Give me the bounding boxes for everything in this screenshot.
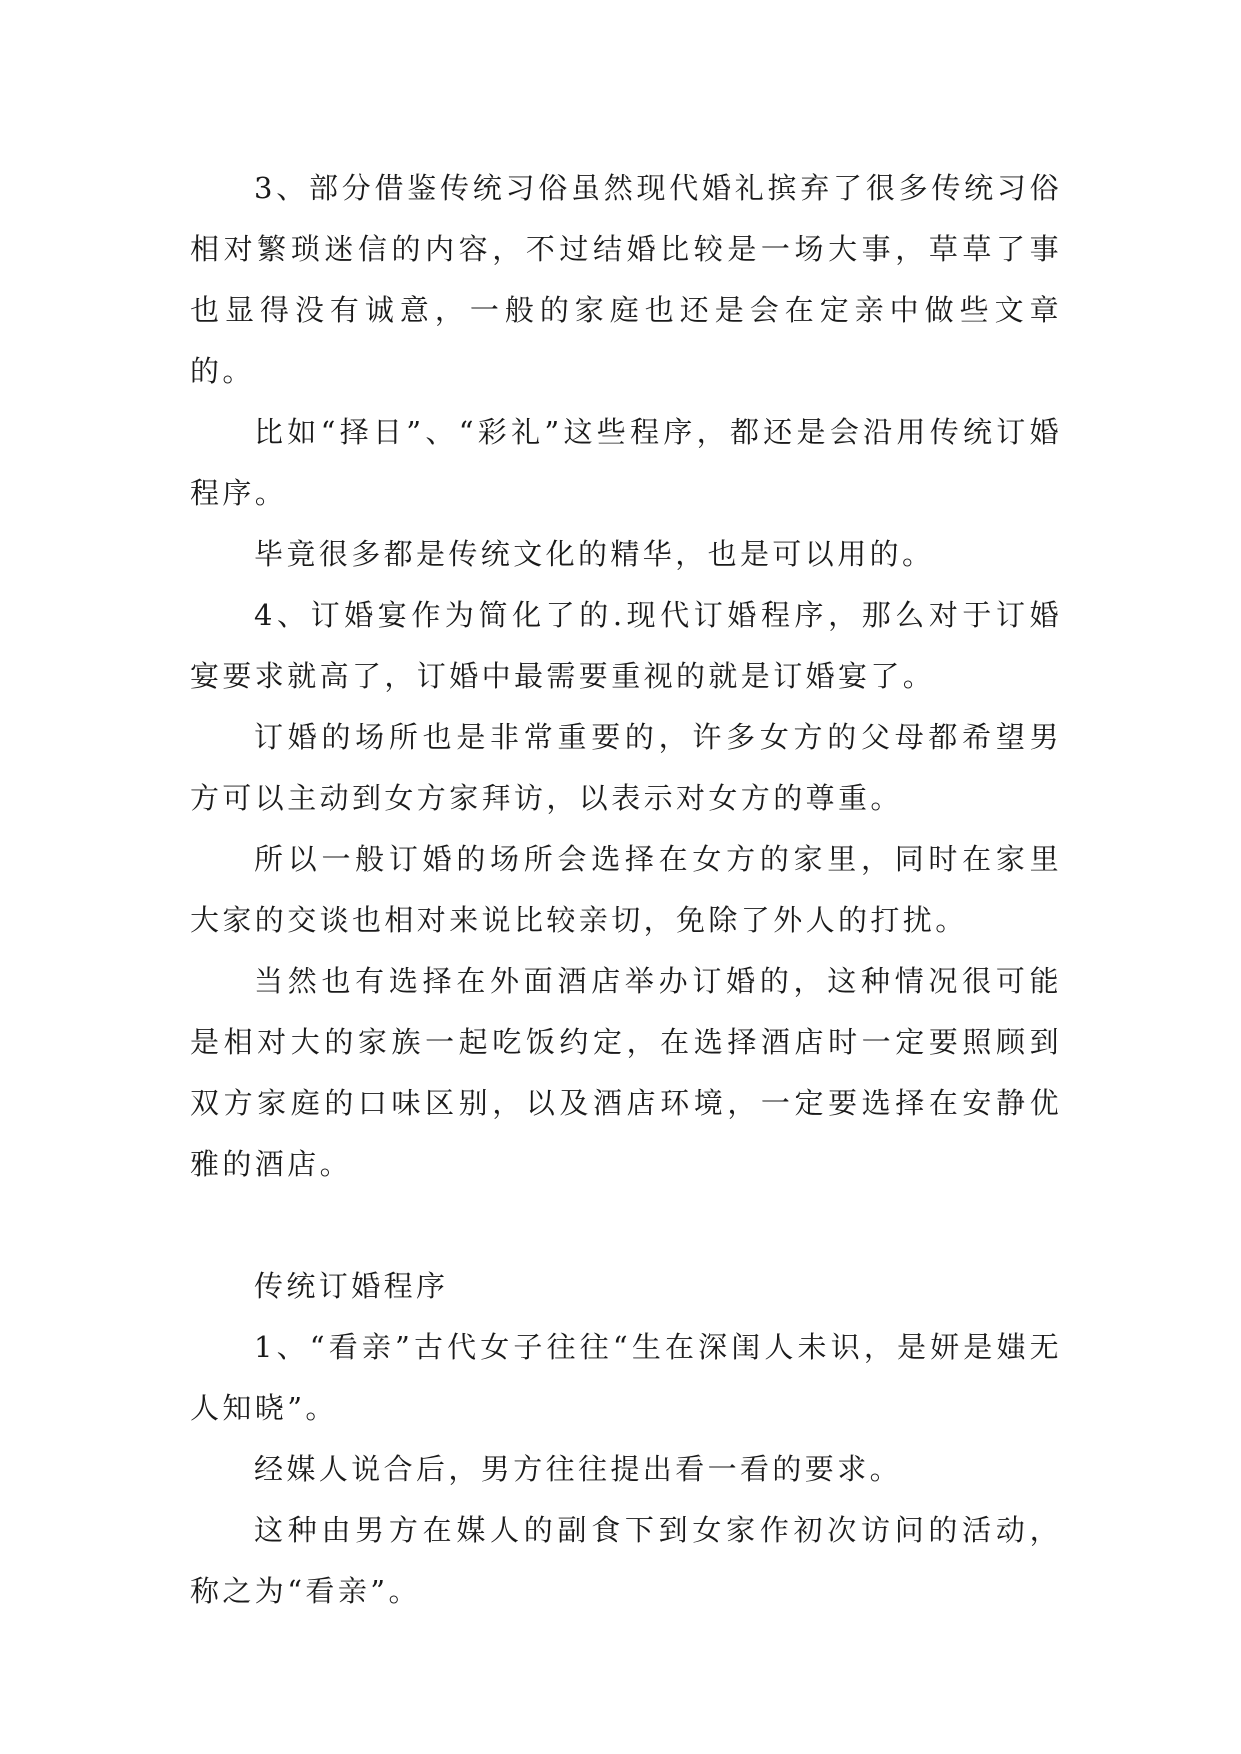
paragraph-first-visit: 这种由男方在媒人的副食下到女家作初次访问的活动，称之为“看亲”。 <box>190 1513 1062 1608</box>
paragraph-matchmaker: 经媒人说合后，男方往往提出看一看的要求。 <box>254 1452 903 1486</box>
section-gap <box>190 1195 1062 1256</box>
paragraph-date-betrothal-gifts: 比如“择日”、“彩礼”这些程序，都还是会沿用传统订婚程序。 <box>190 415 1062 510</box>
paragraph-venue-home: 所以一般订婚的场所会选择在女方的家里，同时在家里大家的交谈也相对来说比较亲切，免除了外人的打扰。 <box>190 842 1062 937</box>
document-body <box>190 158 1062 1622</box>
paragraph-venue-importance: 订婚的场所也是非常重要的，许多女方的父母都希望男方可以主动到女方家拜访，以表示对女方的尊重。 <box>190 720 1062 815</box>
paragraph-cultural-essence: 毕竟很多都是传统文化的精华，也是可以用的。 <box>254 537 935 571</box>
paragraph-venue-hotel: 当然也有选择在外面酒店举办订婚的，这种情况很可能是相对大的家族一起吃饭约定，在选择酒店时一定要照顾到双方家庭的口味区别，以及酒店环境，一定要选择在安静优雅的酒店。 <box>190 964 1062 1181</box>
paragraph-borrow-tradition: 3、部分借鉴传统习俗虽然现代婚礼摈弃了很多传统习俗相对繁琐迷信的内容，不过结婚比较是一场大事，草草了事也显得没有诚意，一般的家庭也还是会在定亲中做些文章的。 <box>190 171 1062 388</box>
paragraph-kanqin-intro: 1、“看亲”古代女子往往“生在深闺人未识，是妍是媸无人知晓”。 <box>190 1330 1062 1425</box>
paragraph-engagement-banquet: 4、订婚宴作为简化了的.现代订婚程序，那么对于订婚宴要求就高了，订婚中最需要重视的就是订婚宴了。 <box>190 598 1062 693</box>
section-heading: 传统订婚程序 <box>254 1269 449 1303</box>
